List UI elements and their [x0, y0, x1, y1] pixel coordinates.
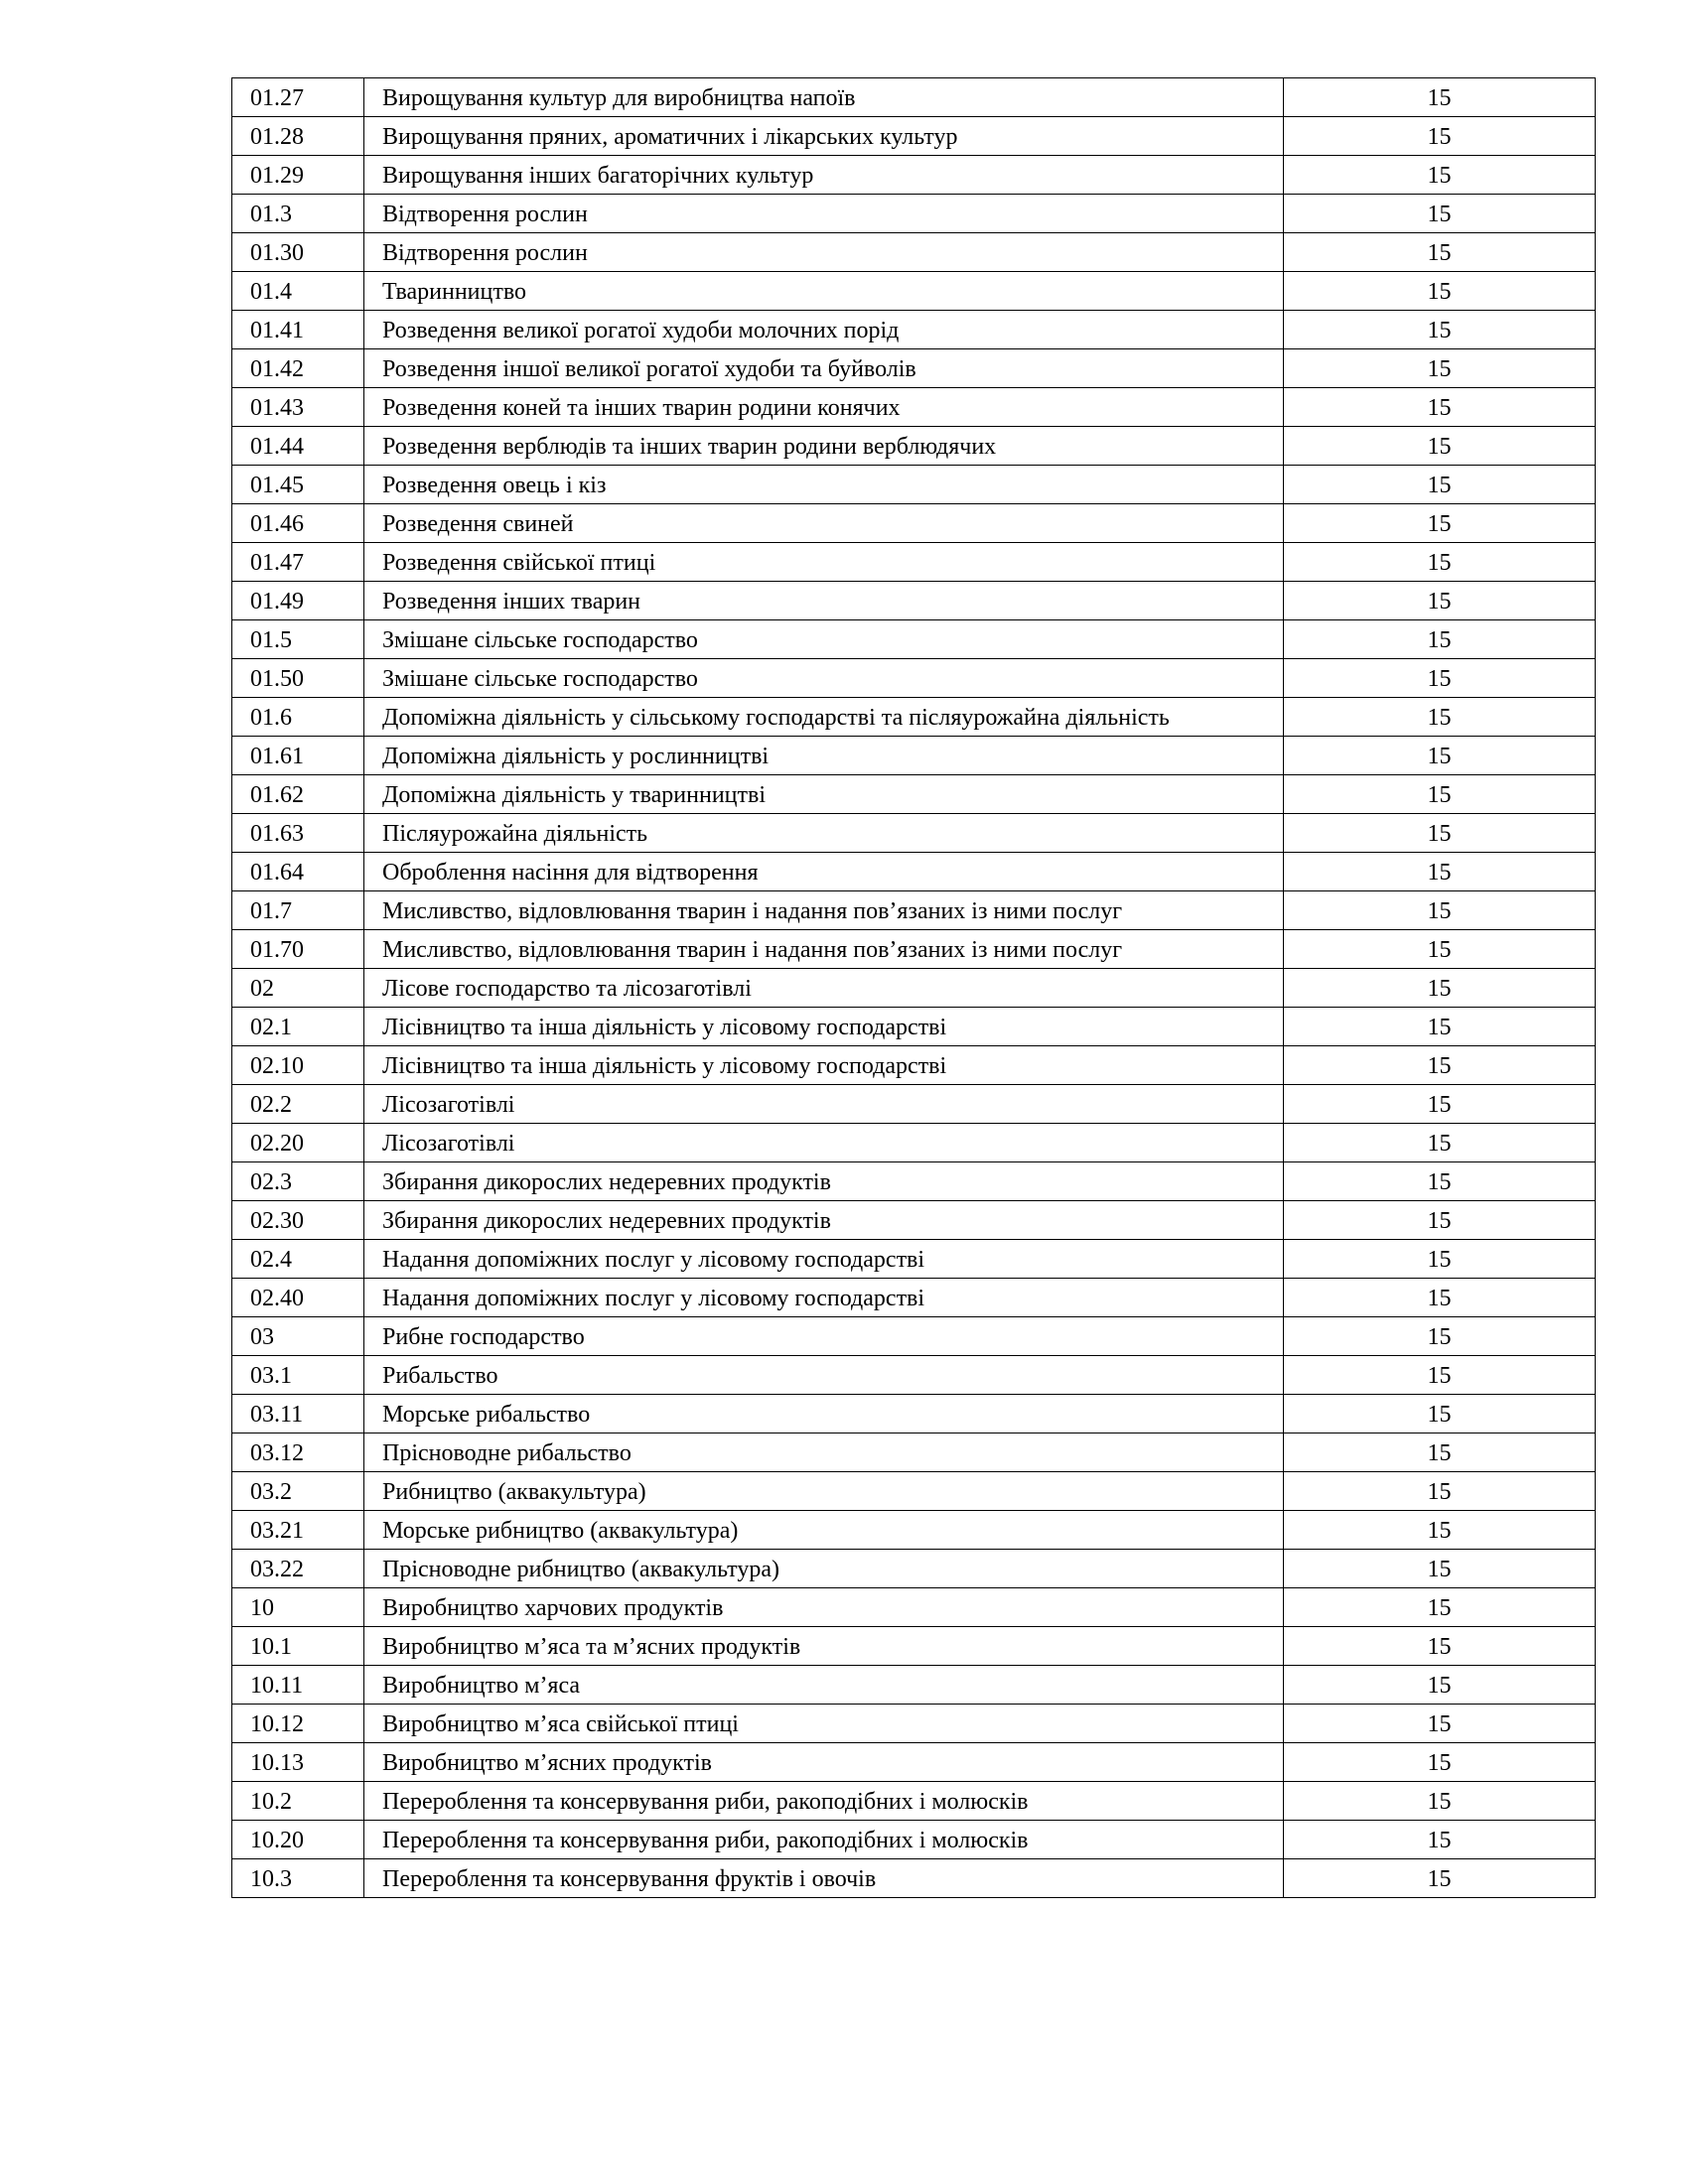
activity-name-cell: Розведення свиней [364, 504, 1284, 543]
rate-cell: 15 [1284, 1588, 1596, 1627]
table-row [232, 1395, 1596, 1433]
table-row [232, 1588, 1596, 1627]
rate-cell: 15 [1284, 1433, 1596, 1472]
rate-cell: 15 [1284, 1162, 1596, 1201]
activity-code-cell: 01.29 [232, 156, 364, 195]
activity-name-cell: Відтворення рослин [364, 195, 1284, 233]
table-row [232, 969, 1596, 1008]
activity-name-cell: Вирощування пряних, ароматичних і лікарських культур [364, 117, 1284, 156]
activity-name-cell: Прісноводне рибництво (аквакультура) [364, 1550, 1284, 1588]
rate-cell: 15 [1284, 698, 1596, 737]
rate-cell: 15 [1284, 311, 1596, 349]
rate-cell: 15 [1284, 1782, 1596, 1821]
activity-name-cell: Лісозаготівлі [364, 1085, 1284, 1124]
table-row [232, 891, 1596, 930]
rate-cell: 15 [1284, 620, 1596, 659]
rate-cell: 15 [1284, 1085, 1596, 1124]
rate-cell: 15 [1284, 1008, 1596, 1046]
activity-name-cell: Вирощування культур для виробництва напоїв [364, 78, 1284, 117]
rate-cell: 15 [1284, 1550, 1596, 1588]
table-row [232, 1743, 1596, 1782]
activity-code-cell: 01.6 [232, 698, 364, 737]
activity-code-cell: 01.45 [232, 466, 364, 504]
activity-name-cell: Розведення коней та інших тварин родини конячих [364, 388, 1284, 427]
activity-name-cell: Надання допоміжних послуг у лісовому господарстві [364, 1240, 1284, 1279]
activity-code-cell: 03 [232, 1317, 364, 1356]
activity-code-cell: 10.12 [232, 1705, 364, 1743]
rate-cell: 15 [1284, 1666, 1596, 1705]
table-row [232, 1279, 1596, 1317]
rate-cell: 15 [1284, 272, 1596, 311]
table-row [232, 1046, 1596, 1085]
activity-code-cell: 02.10 [232, 1046, 364, 1085]
activity-code-cell: 03.11 [232, 1395, 364, 1433]
table-row [232, 388, 1596, 427]
table-row [232, 1705, 1596, 1743]
activity-code-cell: 01.46 [232, 504, 364, 543]
activity-name-cell: Виробництво м’яса [364, 1666, 1284, 1705]
activity-code-cell: 03.22 [232, 1550, 364, 1588]
activity-name-cell: Надання допоміжних послуг у лісовому господарстві [364, 1279, 1284, 1317]
activity-code-cell: 01.63 [232, 814, 364, 853]
activity-name-cell: Розведення свійської птиці [364, 543, 1284, 582]
rate-cell: 15 [1284, 1821, 1596, 1859]
rate-cell: 15 [1284, 1124, 1596, 1162]
rate-cell: 15 [1284, 659, 1596, 698]
activity-code-cell: 10.1 [232, 1627, 364, 1666]
activity-code-cell: 02.30 [232, 1201, 364, 1240]
table-body [232, 78, 1596, 1898]
activity-code-cell: 01.50 [232, 659, 364, 698]
activity-name-cell: Виробництво м’яса та м’ясних продуктів [364, 1627, 1284, 1666]
table-row [232, 814, 1596, 853]
table-row [232, 1008, 1596, 1046]
activity-name-cell: Виробництво харчових продуктів [364, 1588, 1284, 1627]
table-row [232, 543, 1596, 582]
table-row [232, 195, 1596, 233]
table-row [232, 466, 1596, 504]
activity-name-cell: Морське рибальство [364, 1395, 1284, 1433]
table-row [232, 78, 1596, 117]
table-row [232, 775, 1596, 814]
table-row [232, 156, 1596, 195]
table-row [232, 1201, 1596, 1240]
rate-cell: 15 [1284, 737, 1596, 775]
table-row [232, 504, 1596, 543]
activity-name-cell: Перероблення та консервування риби, ракоподібних і молюсків [364, 1821, 1284, 1859]
rate-cell: 15 [1284, 117, 1596, 156]
rate-cell: 15 [1284, 1201, 1596, 1240]
activity-name-cell: Рибництво (аквакультура) [364, 1472, 1284, 1511]
activity-name-cell: Допоміжна діяльність у тваринництві [364, 775, 1284, 814]
activity-code-cell: 03.2 [232, 1472, 364, 1511]
rate-cell: 15 [1284, 1279, 1596, 1317]
activity-code-cell: 01.3 [232, 195, 364, 233]
table-row [232, 1356, 1596, 1395]
rate-cell: 15 [1284, 388, 1596, 427]
rate-cell: 15 [1284, 233, 1596, 272]
rate-cell: 15 [1284, 1395, 1596, 1433]
activity-name-cell: Мисливство, відловлювання тварин і надання пов’язаних із ними послуг [364, 930, 1284, 969]
rate-cell: 15 [1284, 156, 1596, 195]
table-row [232, 698, 1596, 737]
rate-cell: 15 [1284, 1743, 1596, 1782]
rate-cell: 15 [1284, 891, 1596, 930]
activity-name-cell: Лісове господарство та лісозаготівлі [364, 969, 1284, 1008]
activity-name-cell: Перероблення та консервування риби, ракоподібних і молюсків [364, 1782, 1284, 1821]
activity-code-cell: 10.3 [232, 1859, 364, 1898]
activity-name-cell: Збирання дикорослих недеревних продуктів [364, 1162, 1284, 1201]
table-row [232, 1472, 1596, 1511]
activity-code-cell: 10.2 [232, 1782, 364, 1821]
activity-code-cell: 10 [232, 1588, 364, 1627]
rate-cell: 15 [1284, 930, 1596, 969]
rate-cell: 15 [1284, 1705, 1596, 1743]
activity-code-cell: 02.4 [232, 1240, 364, 1279]
table-row [232, 1124, 1596, 1162]
table-row [232, 1433, 1596, 1472]
activity-name-cell: Лісівництво та інша діяльність у лісовому господарстві [364, 1046, 1284, 1085]
activity-code-cell: 01.27 [232, 78, 364, 117]
table-row [232, 311, 1596, 349]
rate-cell: 15 [1284, 853, 1596, 891]
rate-cell: 15 [1284, 349, 1596, 388]
table-row [232, 272, 1596, 311]
activity-codes-table [231, 77, 1596, 1898]
activity-code-cell: 02.1 [232, 1008, 364, 1046]
activity-code-cell: 01.62 [232, 775, 364, 814]
activity-name-cell: Післяурожайна діяльність [364, 814, 1284, 853]
activity-name-cell: Морське рибництво (аквакультура) [364, 1511, 1284, 1550]
activity-code-cell: 01.44 [232, 427, 364, 466]
rate-cell: 15 [1284, 427, 1596, 466]
table-row [232, 1240, 1596, 1279]
table-row [232, 1666, 1596, 1705]
activity-name-cell: Виробництво м’яса свійської птиці [364, 1705, 1284, 1743]
rate-cell: 15 [1284, 1472, 1596, 1511]
activity-name-cell: Відтворення рослин [364, 233, 1284, 272]
table-row [232, 659, 1596, 698]
activity-name-cell: Змішане сільське господарство [364, 659, 1284, 698]
table-row [232, 349, 1596, 388]
rate-cell: 15 [1284, 1356, 1596, 1395]
table-row [232, 1317, 1596, 1356]
activity-code-cell: 03.21 [232, 1511, 364, 1550]
table-row [232, 1859, 1596, 1898]
rate-cell: 15 [1284, 78, 1596, 117]
activity-code-cell: 01.70 [232, 930, 364, 969]
activity-name-cell: Лісозаготівлі [364, 1124, 1284, 1162]
rate-cell: 15 [1284, 543, 1596, 582]
table-row [232, 1162, 1596, 1201]
activity-code-cell: 10.20 [232, 1821, 364, 1859]
table-row [232, 582, 1596, 620]
activity-name-cell: Рибне господарство [364, 1317, 1284, 1356]
rate-cell: 15 [1284, 775, 1596, 814]
activity-code-cell: 02.3 [232, 1162, 364, 1201]
table-row [232, 930, 1596, 969]
table-row [232, 1782, 1596, 1821]
table-row [232, 427, 1596, 466]
activity-name-cell: Розведення овець і кіз [364, 466, 1284, 504]
table-row [232, 1085, 1596, 1124]
activity-code-cell: 02.20 [232, 1124, 364, 1162]
activity-code-cell: 01.7 [232, 891, 364, 930]
table-row [232, 1627, 1596, 1666]
rate-cell: 15 [1284, 969, 1596, 1008]
activity-name-cell: Допоміжна діяльність у сільському господарстві та післяурожайна діяльність [364, 698, 1284, 737]
rate-cell: 15 [1284, 1046, 1596, 1085]
activity-code-cell: 01.42 [232, 349, 364, 388]
activity-code-cell: 02 [232, 969, 364, 1008]
activity-code-cell: 01.64 [232, 853, 364, 891]
rate-cell: 15 [1284, 1511, 1596, 1550]
activity-code-cell: 10.11 [232, 1666, 364, 1705]
activity-code-cell: 01.41 [232, 311, 364, 349]
table-row [232, 117, 1596, 156]
activity-name-cell: Розведення верблюдів та інших тварин родини верблюдячих [364, 427, 1284, 466]
activity-code-cell: 01.61 [232, 737, 364, 775]
activity-name-cell: Прісноводне рибальство [364, 1433, 1284, 1472]
table-row [232, 1511, 1596, 1550]
rate-cell: 15 [1284, 466, 1596, 504]
activity-code-cell: 10.13 [232, 1743, 364, 1782]
table-row [232, 233, 1596, 272]
activity-name-cell: Рибальство [364, 1356, 1284, 1395]
activity-name-cell: Змішане сільське господарство [364, 620, 1284, 659]
activity-code-cell: 02.2 [232, 1085, 364, 1124]
activity-name-cell: Допоміжна діяльність у рослинництві [364, 737, 1284, 775]
rate-cell: 15 [1284, 582, 1596, 620]
activity-name-cell: Лісівництво та інша діяльність у лісовому господарстві [364, 1008, 1284, 1046]
table-row [232, 737, 1596, 775]
activity-code-cell: 01.47 [232, 543, 364, 582]
activity-name-cell: Збирання дикорослих недеревних продуктів [364, 1201, 1284, 1240]
activity-code-cell: 01.4 [232, 272, 364, 311]
activity-name-cell: Тваринництво [364, 272, 1284, 311]
activity-name-cell: Перероблення та консервування фруктів і овочів [364, 1859, 1284, 1898]
activity-name-cell: Мисливство, відловлювання тварин і надання пов’язаних із ними послуг [364, 891, 1284, 930]
activity-code-cell: 02.40 [232, 1279, 364, 1317]
activity-code-cell: 03.12 [232, 1433, 364, 1472]
activity-code-cell: 01.43 [232, 388, 364, 427]
table-row [232, 1821, 1596, 1859]
activity-name-cell: Вирощування інших багаторічних культур [364, 156, 1284, 195]
rate-cell: 15 [1284, 195, 1596, 233]
activity-name-cell: Розведення інших тварин [364, 582, 1284, 620]
activity-code-cell: 01.5 [232, 620, 364, 659]
activity-code-cell: 03.1 [232, 1356, 364, 1395]
activity-code-cell: 01.49 [232, 582, 364, 620]
activity-name-cell: Розведення великої рогатої худоби молочних порід [364, 311, 1284, 349]
table-row [232, 1550, 1596, 1588]
rate-cell: 15 [1284, 504, 1596, 543]
table-row [232, 620, 1596, 659]
rate-cell: 15 [1284, 814, 1596, 853]
rate-cell: 15 [1284, 1240, 1596, 1279]
rate-cell: 15 [1284, 1627, 1596, 1666]
rate-cell: 15 [1284, 1317, 1596, 1356]
activity-name-cell: Оброблення насіння для відтворення [364, 853, 1284, 891]
activity-name-cell: Виробництво м’ясних продуктів [364, 1743, 1284, 1782]
activity-code-cell: 01.28 [232, 117, 364, 156]
activity-name-cell: Розведення іншої великої рогатої худоби та буйволів [364, 349, 1284, 388]
activity-code-cell: 01.30 [232, 233, 364, 272]
table-row [232, 853, 1596, 891]
rate-cell: 15 [1284, 1859, 1596, 1898]
